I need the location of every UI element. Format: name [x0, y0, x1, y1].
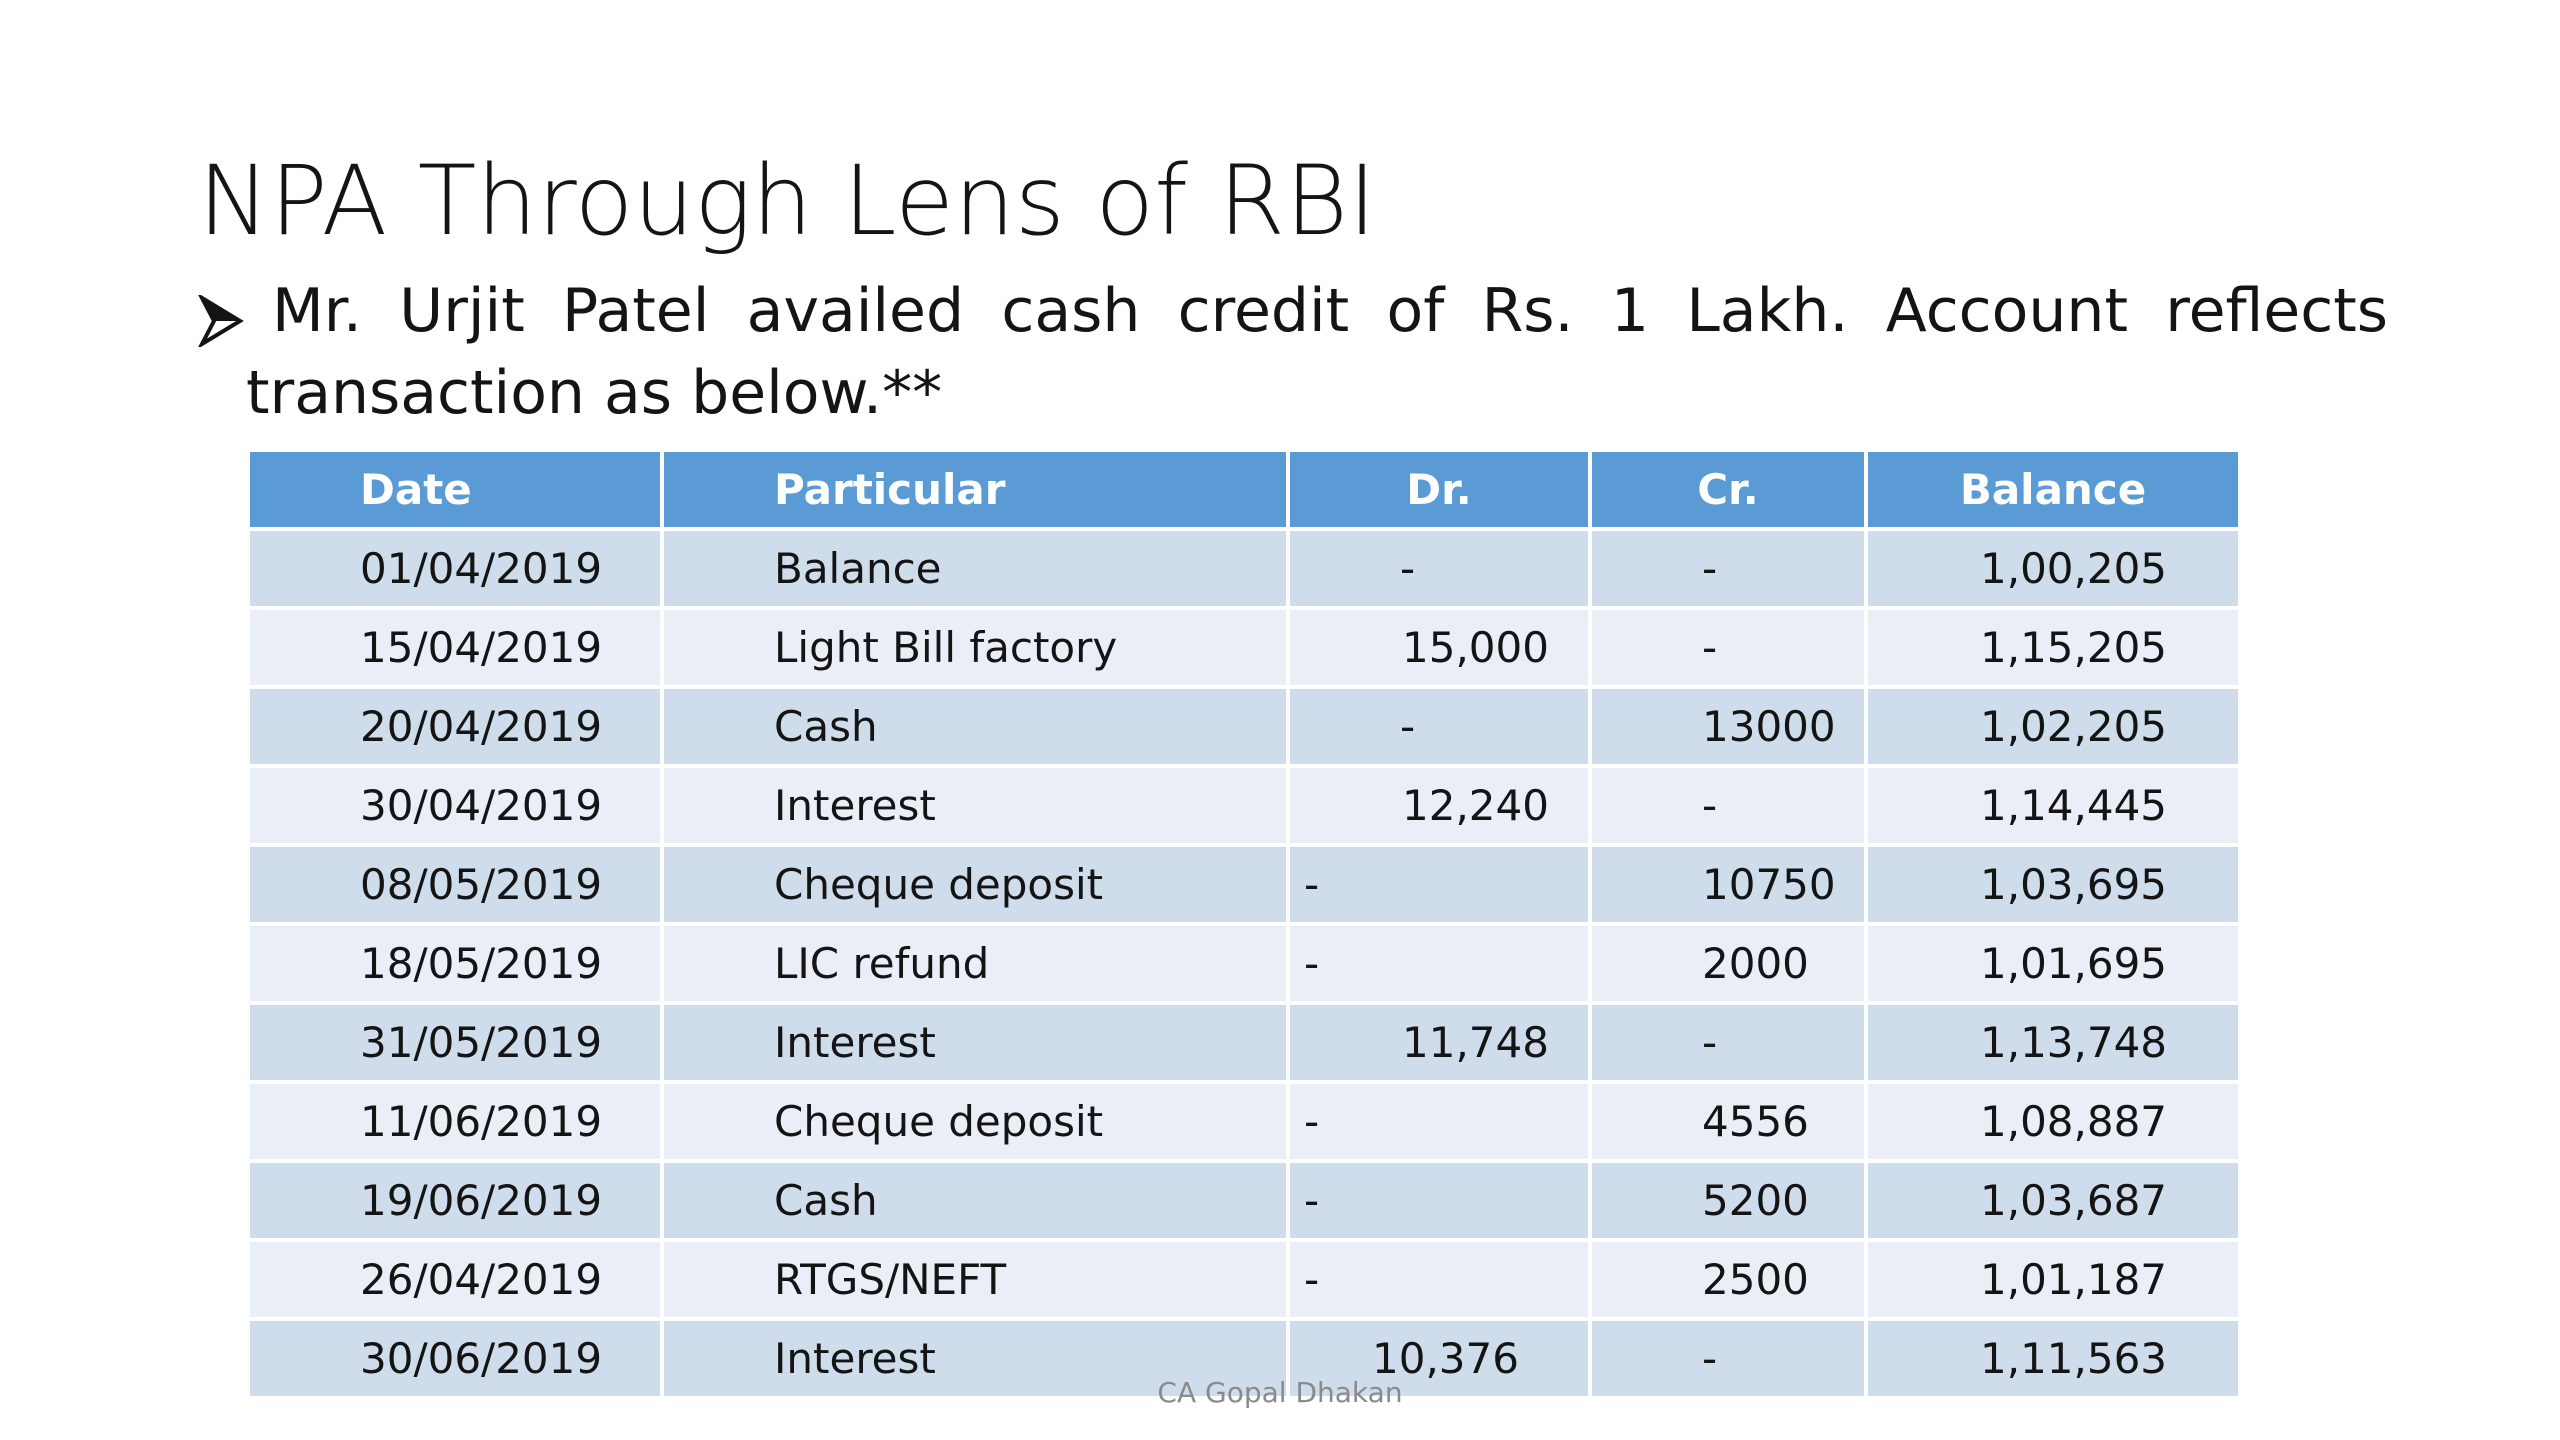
cell-cr: -	[1590, 766, 1866, 845]
table-row	[250, 1082, 2238, 1161]
arrow-bullet-icon	[198, 286, 248, 368]
bullet-item	[198, 270, 2388, 434]
header-balance: Balance	[1866, 452, 2238, 529]
table-row	[250, 1161, 2238, 1240]
cell-balance: 1,14,445	[1866, 766, 2238, 845]
cell-particular: RTGS/NEFT	[662, 1240, 1288, 1319]
cell-particular: Interest	[662, 1319, 1288, 1398]
cell-balance: 1,03,695	[1866, 845, 2238, 924]
cell-cr: 5200	[1590, 1161, 1866, 1240]
table-row	[250, 687, 2238, 766]
table-row	[250, 1003, 2238, 1082]
cell-dr: 10,376	[1288, 1319, 1590, 1398]
cell-balance: 1,03,687	[1866, 1161, 2238, 1240]
transaction-table-container	[250, 452, 2238, 1400]
cell-dr: -	[1288, 529, 1590, 608]
cell-particular: Cash	[662, 687, 1288, 766]
header-particular: Particular	[662, 452, 1288, 529]
cell-balance: 1,08,887	[1866, 1082, 2238, 1161]
cell-date: 15/04/2019	[250, 608, 662, 687]
cell-dr: 11,748	[1288, 1003, 1590, 1082]
cell-cr: 13000	[1590, 687, 1866, 766]
cell-dr: 12,240	[1288, 766, 1590, 845]
table-row	[250, 529, 2238, 608]
cell-balance: 1,15,205	[1866, 608, 2238, 687]
slide-title: NPA Through Lens of RBI	[198, 145, 1377, 257]
cell-particular: LIC refund	[662, 924, 1288, 1003]
cell-date: 01/04/2019	[250, 529, 662, 608]
table-row	[250, 924, 2238, 1003]
cell-particular: Cash	[662, 1161, 1288, 1240]
cell-balance: 1,01,695	[1866, 924, 2238, 1003]
table-row	[250, 1240, 2238, 1319]
cell-balance: 1,13,748	[1866, 1003, 2238, 1082]
cell-particular: Light Bill factory	[662, 608, 1288, 687]
cell-date: 31/05/2019	[250, 1003, 662, 1082]
cell-cr: 2000	[1590, 924, 1866, 1003]
cell-date: 26/04/2019	[250, 1240, 662, 1319]
bullet-text-line-1: Mr. Urjit Patel availed cash credit of Rs. 1 Lakh. Account reflects	[272, 276, 2388, 346]
cell-particular: Interest	[662, 1003, 1288, 1082]
table-row	[250, 766, 2238, 845]
cell-cr: 10750	[1590, 845, 1866, 924]
bullet-text-line-2: transaction as below.**	[246, 358, 943, 428]
cell-date: 11/06/2019	[250, 1082, 662, 1161]
cell-dr: 15,000	[1288, 608, 1590, 687]
cell-balance: 1,02,205	[1866, 687, 2238, 766]
cell-dr: -	[1288, 687, 1590, 766]
header-date: Date	[250, 452, 662, 529]
cell-cr: -	[1590, 1319, 1866, 1398]
cell-dr: -	[1288, 1082, 1590, 1161]
cell-cr: 2500	[1590, 1240, 1866, 1319]
cell-cr: -	[1590, 529, 1866, 608]
cell-cr: -	[1590, 608, 1866, 687]
footer-author: CA Gopal Dhakan	[1157, 1376, 1403, 1409]
cell-dr: -	[1288, 1240, 1590, 1319]
cell-cr: -	[1590, 1003, 1866, 1082]
cell-dr: -	[1288, 924, 1590, 1003]
cell-date: 20/04/2019	[250, 687, 662, 766]
cell-date: 19/06/2019	[250, 1161, 662, 1240]
cell-balance: 1,01,187	[1866, 1240, 2238, 1319]
cell-date: 08/05/2019	[250, 845, 662, 924]
cell-balance: 1,00,205	[1866, 529, 2238, 608]
cell-particular: Cheque deposit	[662, 1082, 1288, 1161]
cell-date: 30/06/2019	[250, 1319, 662, 1398]
table-header-row	[250, 452, 2238, 529]
cell-date: 18/05/2019	[250, 924, 662, 1003]
cell-balance: 1,11,563	[1866, 1319, 2238, 1398]
bullet-paragraph	[198, 270, 2388, 434]
table-row	[250, 608, 2238, 687]
cell-date: 30/04/2019	[250, 766, 662, 845]
transaction-table	[250, 452, 2238, 1400]
bullet-text	[248, 270, 2388, 434]
cell-dr: -	[1288, 1161, 1590, 1240]
cell-cr: 4556	[1590, 1082, 1866, 1161]
cell-particular: Balance	[662, 529, 1288, 608]
table-row	[250, 845, 2238, 924]
header-dr: Dr.	[1288, 452, 1590, 529]
cell-particular: Interest	[662, 766, 1288, 845]
cell-particular: Cheque deposit	[662, 845, 1288, 924]
header-cr: Cr.	[1590, 452, 1866, 529]
cell-dr: -	[1288, 845, 1590, 924]
